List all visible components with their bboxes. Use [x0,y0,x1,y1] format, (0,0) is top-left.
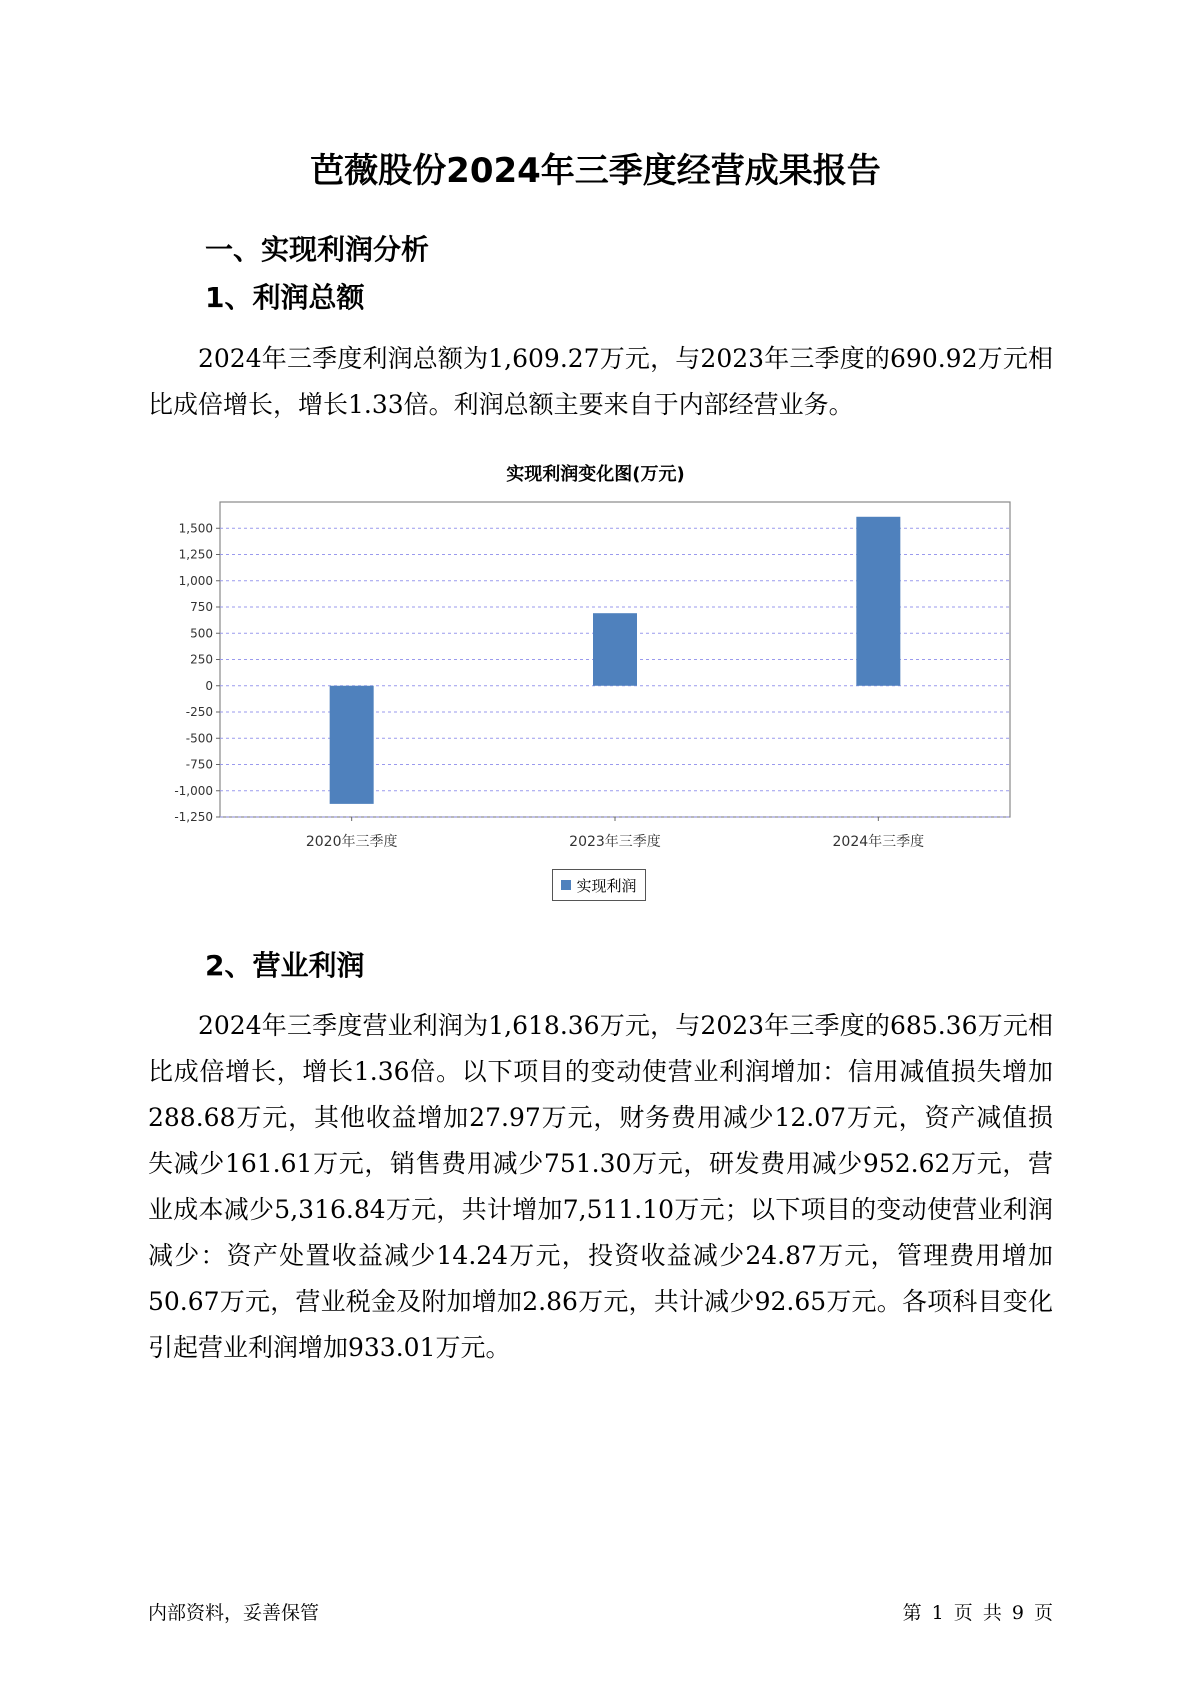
y-tick-label: -1,000 [174,783,213,798]
chart-legend [552,869,646,901]
y-tick-label: 1,000 [178,573,213,588]
subsection-heading-operating-profit: 2、营业利润 [205,949,365,982]
footer-confidential-note: 内部资料，妥善保管 [148,1602,320,1624]
section-heading: 一、实现利润分析 [205,233,430,266]
x-tick-label: 2024年三季度 [832,834,925,850]
subsection-heading-total-profit: 1、利润总额 [205,281,365,314]
y-tick-label: 750 [190,600,213,614]
y-tick-label: 1,250 [178,547,213,562]
operating-profit-paragraph: 2024年三季度营业利润为1,618.36万元，与2023年三季度的685.36万元相比成倍增长，增长1.36倍。以下项目的变动使营业利润增加：信用减值损失增加288.68万元，其他收益增加27.97万元，财务费用减少12.07万元，资产减值损失减少161.61万元，销售费用减少751.30万元，研发费用减少952.62万元，营业成本减少5,316.84万元，共计增加7,511.10万元；以下项目的变动使营业利润减少：资产处置收益减少14.24万元，投资收益减少24.87万元，管理费用增加50.67万元，营业税金及附加增加2.86万元，共计减少92.65万元。各项科目变化引起营业利润增加933.01万元。 [148,1011,1053,1362]
y-tick-label: -750 [185,757,213,772]
y-tick-label: 1,500 [178,521,213,536]
report-title: 芭薇股份2024年三季度经营成果报告 [310,151,881,191]
bar [593,613,637,686]
y-tick-label: -1,250 [174,810,213,824]
bar [330,686,374,804]
footer-page-number: 第 1 页 共 9 页 [902,1602,1053,1624]
y-tick-label: 500 [190,626,213,641]
y-tick-label: -500 [185,731,213,746]
legend-label: 实现利润 [576,876,637,895]
x-tick-label: 2023年三季度 [569,834,661,850]
x-tick-label: 2020年三季度 [305,834,398,850]
bar [856,517,900,686]
y-tick-label: -250 [185,705,213,719]
legend-swatch [561,880,571,890]
y-tick-label: 0 [205,678,213,693]
y-tick-label: 250 [190,652,213,667]
chart-title: 实现利润变化图(万元) [506,464,685,485]
total-profit-paragraph: 2024年三季度利润总额为1,609.27万元，与2023年三季度的690.92万元相比成倍增长，增长1.33倍。利润总额主要来自于内部经营业务。 [148,344,1053,419]
